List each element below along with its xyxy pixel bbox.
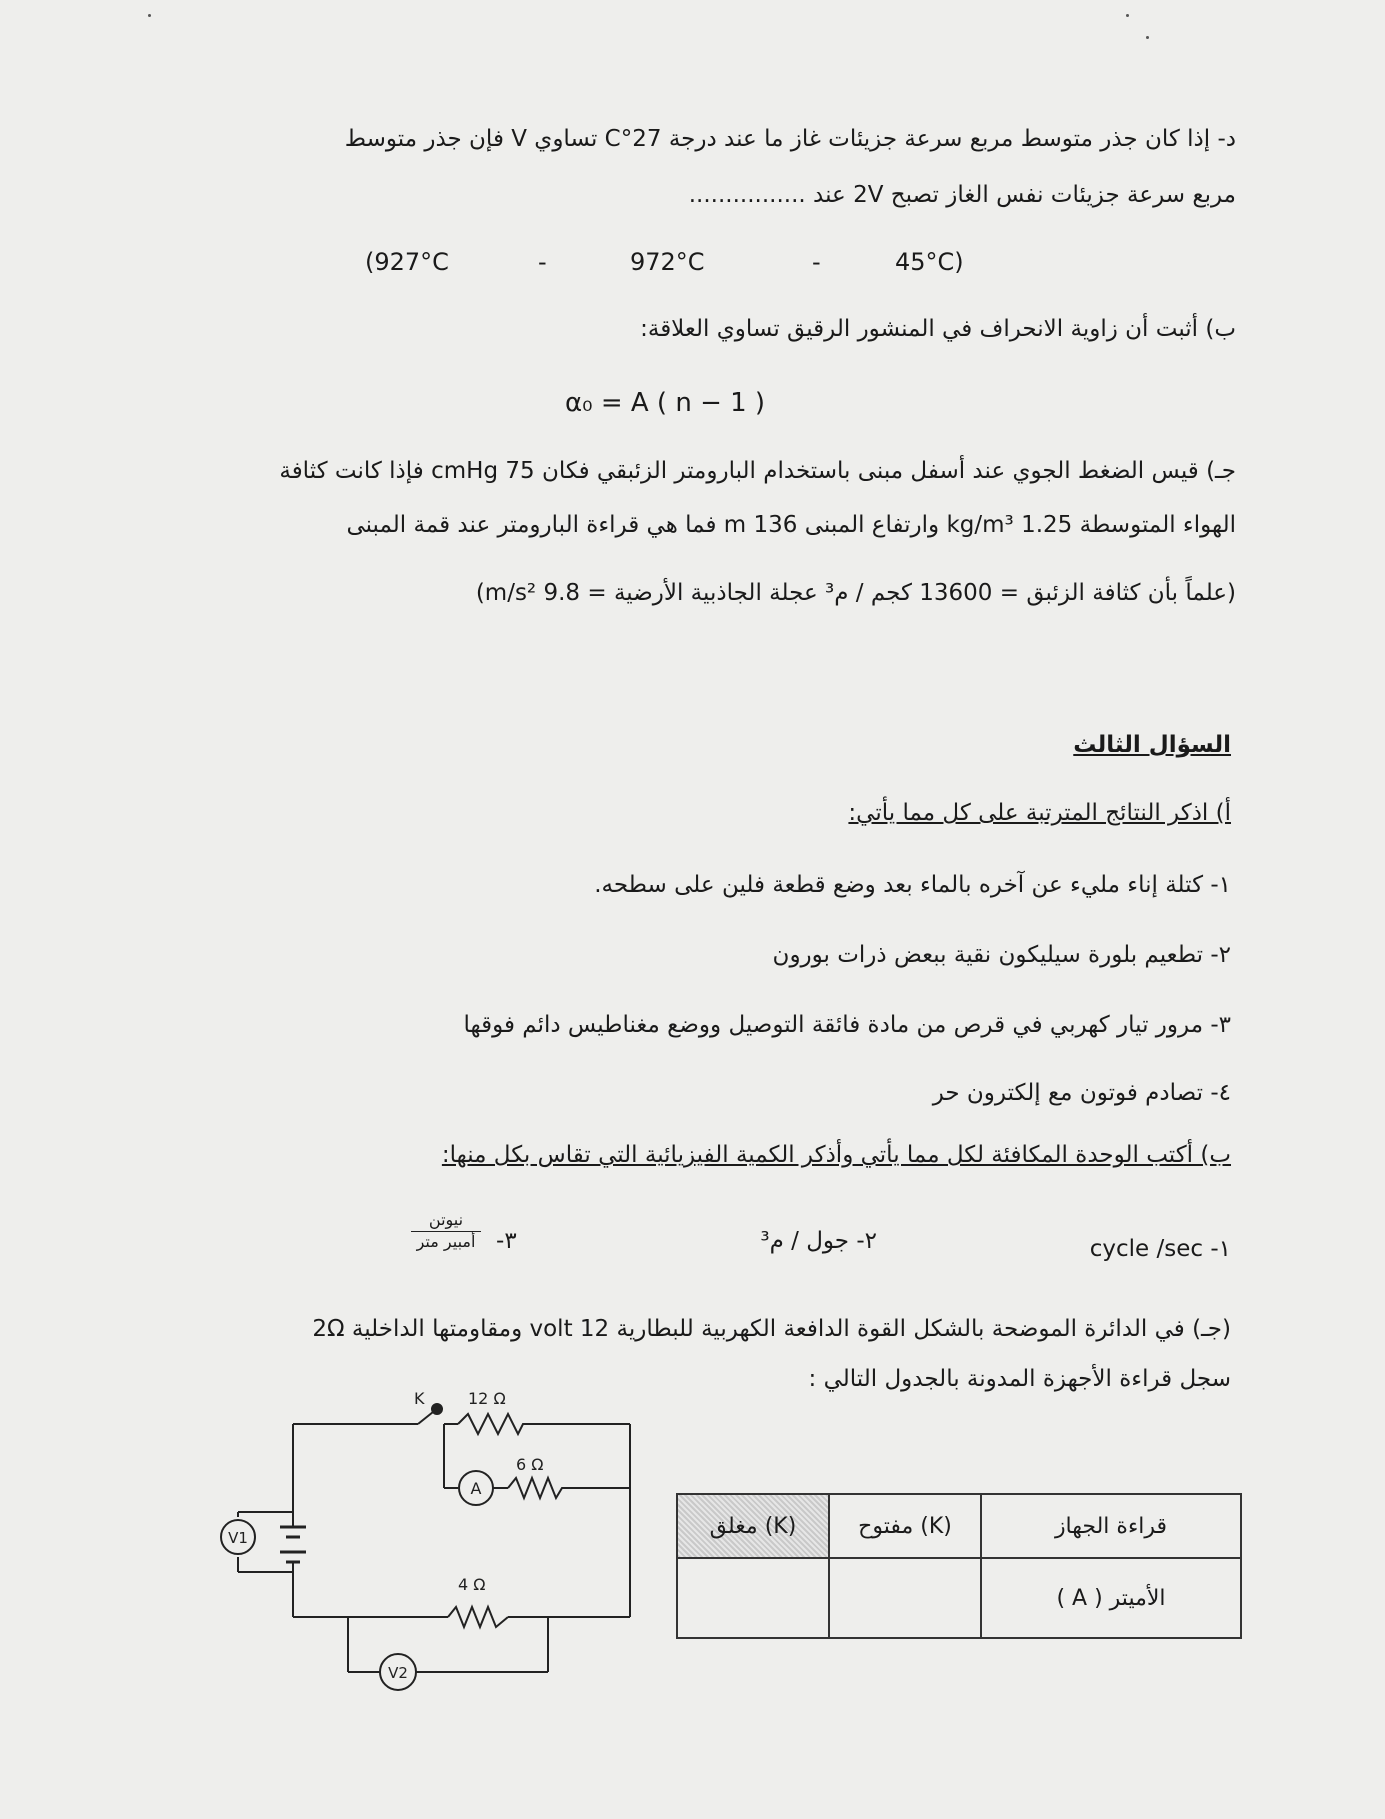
unit-1: ١- cycle /sec xyxy=(1089,1236,1231,1262)
choice-1: (927°C xyxy=(365,248,449,276)
choice-sep-1: - xyxy=(538,248,547,276)
part-a-item-1: ١- كتلة إناء مليء عن آخره بالماء بعد وضع قطعة فلين على سطحه. xyxy=(594,872,1231,898)
part-a-item-3: ٣- مرور تيار كهربي في قرص من مادة فائقة التوصيل ووضع مغناطيس دائم فوقها xyxy=(463,1012,1231,1038)
question-d-line2: مربع سرعة جزيئات نفس الغاز تصبح 2V عند ................ xyxy=(688,182,1236,208)
unit-3-fraction xyxy=(411,1210,481,1251)
resistor-6-ohm xyxy=(508,1478,630,1498)
cell-k-open[interactable] xyxy=(829,1558,981,1638)
part-b-title: ب) أكتب الوحدة المكافئة لكل مما يأتي وأذكر الكمية الفيزيائية التي تقاس بكل منها: xyxy=(441,1142,1231,1168)
resistor-12-ohm xyxy=(458,1414,630,1434)
row-device: الأميتر ( A ) xyxy=(981,1558,1241,1638)
question-b-prompt: ب) أثبت أن زاوية الانحراف في المنشور الرقيق تساوي العلاقة: xyxy=(640,316,1236,342)
choice-sep-2: - xyxy=(812,248,821,276)
part-c-line1: (جـ) في الدائرة الموضحة بالشكل القوة الدافعة الكهربية للبطارية 12 volt ومقاومتها الداخلية 2Ω xyxy=(312,1316,1231,1342)
question-d-choices xyxy=(0,248,1385,282)
readings-table xyxy=(676,1493,1242,1639)
choice-3: 45°C) xyxy=(895,248,964,276)
choice-2: 972°C xyxy=(630,248,705,276)
battery-icon xyxy=(280,1512,306,1572)
unit-3-denominator: أمبير متر xyxy=(416,1232,476,1251)
ammeter-label: A xyxy=(470,1479,482,1498)
table-header-row xyxy=(677,1494,1241,1558)
header-k-open: (K) مفتوح xyxy=(829,1494,981,1558)
prism-formula: α₀ = A ( n − 1 ) xyxy=(565,388,766,418)
switch-k-label: K xyxy=(414,1389,425,1408)
cell-k-closed[interactable] xyxy=(677,1558,829,1638)
header-device: قراءة الجهاز xyxy=(981,1494,1241,1558)
part-a-item-2: ٢- تطعيم بلورة سيليكون نقية ببعض ذرات بورون xyxy=(772,942,1231,968)
voltmeter-v2-label: V2 xyxy=(388,1664,408,1682)
scan-speck xyxy=(1126,14,1129,17)
section-3-title: السؤال الثالث xyxy=(1073,732,1231,758)
voltmeter-v1-label: V1 xyxy=(228,1529,248,1547)
resistor-4-ohm xyxy=(448,1607,508,1627)
unit-3-prefix: ٣- xyxy=(496,1228,517,1254)
resistor-12-label: 12 Ω xyxy=(468,1389,506,1408)
unit-3-numerator: نيوتن xyxy=(411,1210,481,1232)
circuit-diagram xyxy=(218,1382,678,1712)
question-c-line2: الهواء المتوسطة 1.25 kg/m³ وارتفاع المبنى 136 m فما هي قراءة البارومتر عند قمة المبنى xyxy=(346,512,1236,538)
unit-2: ٢- جول / م³ xyxy=(760,1228,877,1254)
resistor-6-label: 6 Ω xyxy=(516,1455,544,1474)
part-c-line2: سجل قراءة الأجهزة المدونة بالجدول التالي : xyxy=(808,1366,1231,1392)
part-a-title: أ) اذكر النتائج المترتبة على كل مما يأتي: xyxy=(848,800,1231,826)
part-a-item-4: ٤- تصادم فوتون مع إلكترون حر xyxy=(932,1080,1231,1106)
question-c-line3: (علماً بأن كثافة الزئبق = 13600 كجم / م³ عجلة الجاذبية الأرضية = 9.8 m/s²) xyxy=(475,580,1236,606)
question-c-line1: جـ) قيس الضغط الجوي عند أسفل مبنى باستخدام البارومتر الزئبقي فكان 75 cmHg فإذا كانت كثافة xyxy=(279,458,1236,484)
resistor-4-label: 4 Ω xyxy=(458,1575,486,1594)
scan-speck xyxy=(148,14,151,17)
scan-speck xyxy=(1146,36,1149,39)
table-row xyxy=(677,1558,1241,1638)
header-k-closed: (K) مغلق xyxy=(677,1494,829,1558)
question-d-line1: د- إذا كان جذر متوسط مربع سرعة جزيئات غاز ما عند درجة 27°C تساوي V فإن جذر متوسط xyxy=(344,126,1236,152)
